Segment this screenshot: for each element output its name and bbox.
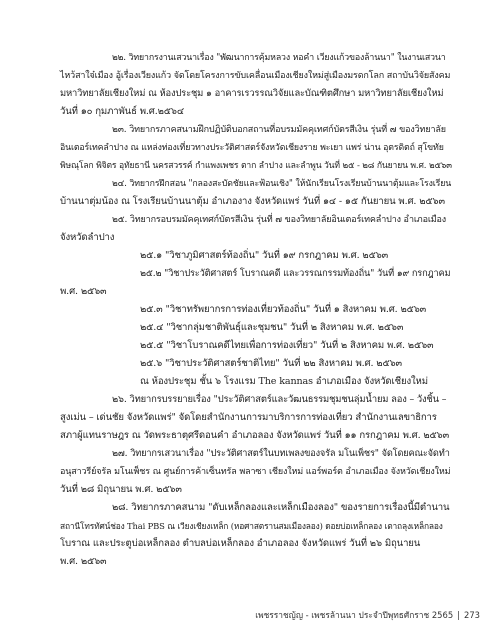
item-23-line-3: พิษณุโลก พิจิตร อุทัยธานี นครสวรรค์ กำแพงเพชร ตาก ลำปาง และลำพูน วันที่ ๒๕ - ๒๘ กันยายน พ.ศ. ๒๕๖๓ (60, 161, 452, 171)
item-28-line-4: พ.ศ. ๒๕๖๓ (60, 556, 107, 567)
item-22-line-3: มหาวิทยาลัยเชียงใหม่ ณ ห้องประชุม ๑ อาคารเรวรรณวิจัยและบัณฑิตศึกษา มหาวิทยาลัยเชียงใหม่ (60, 88, 444, 99)
sub-item-25-4: ๒๕.๔ "วิชากลุ่มชาติพันธุ์และชุมชน" วันที่ ๒ สิงหาคม พ.ศ. ๒๕๖๓ (140, 322, 404, 333)
sub-item-25-5: ๒๕.๕ "วิชาโบราณคดีไทยเพื่อการท่องเที่ยว" วันที่ ๒ สิงหาคม พ.ศ. ๒๕๖๓ (140, 340, 434, 351)
item-24-line-2: บ้านนาตุ่มน้อง ณ โรงเรียนบ้านนาตุ้ม อำเภองาง จังหวัดแพร่ วันที่ ๑๔ - ๑๕ กันยายน พ.ศ. ๒๕๖๓ (60, 196, 445, 207)
item-27-line-3: วันที่ ๒๘ มิถุนายน พ.ศ. ๒๕๖๓ (60, 484, 182, 495)
item-22-line-2: ไหว้สาใจ๋เมือง อู้เรื่องเวียงแก้ว จัดโดยโครงการขับเคลื่อนเมืองเชียงใหม่สู่เมืองมรดกโลก สถาบันวิจัยสังคม (60, 71, 451, 81)
item-22-line-1: ๒๒. วิทยากรงานเสวนาเรื่อง "พัฒนาการคุ้มหลวง หอคำ เวียงแก้วของล้านนา" ในงานเสวนา (112, 53, 446, 63)
item-24-line-1: ๒๔. วิทยากรฝึกสอน "กลองสะบัดชัยและฟ้อนเชิง" ให้นักเรียนโรงเรียนบ้านนาตุ้มและโรงเรียน (112, 179, 452, 189)
item-23-line-2: อินเตอร์เทคลำปาง ณ แหล่งท่องเที่ยวทางประวัติศาสตร์จังหวัดเชียงราย พะเยา แพร่ น่าน อุตรดิตถ์ สุโขทัย (60, 143, 444, 153)
page-number: 273 (464, 610, 480, 620)
item-23-line-1: ๒๓. วิทยากรภาคสนามฝึกปฏิบัติบอกสถานที่อบรมมัคคุเทศก์บัตรสีเงิน รุ่นที่ ๗ ของวิทยาลัย (112, 125, 446, 135)
item-27-line-1: ๒๗. วิทยากรเสวนาเรื่อง "ประวัติศาสตร์ในบทเพลงของจรัล มโนเพ็ชร" จัดโดยคณะจัดทำ (112, 448, 450, 459)
item-26-line-1: ๒๖. วิทยากรบรรยายเรื่อง "ประวัติศาสตร์และวัฒนธรรมชุมชนลุ่มน้ำยม ลอง – วังชิ้น – (112, 394, 447, 405)
sub-item-25-2: ๒๕.๒ "วิชาประวัติศาสตร์ โบราณคดี และวรรณกรรมท้องถิ่น" วันที่ ๑๙ กรกฎาคม (140, 268, 451, 279)
sub-item-25-6: ๒๕.๖ "วิชาประวัติศาสตร์ชาติไทย" วันที่ ๒๒ สิงหาคม พ.ศ. ๒๕๖๓ (140, 358, 402, 369)
sub-item-25-1: ๒๕.๑ "วิชาภูมิศาสตร์ท้องถิ่น" วันที่ ๑๙ กรกฎาคม พ.ศ. ๒๕๖๓ (140, 250, 389, 261)
sub-item-25-2-cont: พ.ศ. ๒๕๖๓ (60, 286, 107, 297)
item-26-line-2: สูงเม่น – เด่นชัย จังหวัดแพร่" จัดโดยสำนักงานการมาบริการการท่องเที่ยว สำนักงานเลขาธิการ (60, 412, 437, 423)
page-footer (0, 608, 494, 622)
sub-item-25-3: ๒๕.๓ "วิชาทรัพยากรการท่องเที่ยวท้องถิ่น" วันที่ ๑ สิงหาคม พ.ศ. ๒๕๖๓ (140, 304, 427, 315)
item-25-line-1: ๒๕. วิทยากรอบรมมัคคุเทศก์บัตรสีเงิน รุ่นที่ ๗ ของวิทยาลัยอินเตอร์เทคลำปาง อำเภอเมือง (112, 215, 447, 225)
item-27-line-2: อนุสาวรีย์จรัล มโนเพ็ชร ณ ศูนย์การค้าเซ็นทรัล พลาซา เชียงใหม่ แอร์พอร์ต อำเภอเมือง จังหวัดเชียงใหม่ (60, 467, 451, 477)
item-22-line-4: วันที่ ๑๐ กุมภาพันธ์ พ.ศ.๒๕๖๔ (60, 106, 184, 117)
footer-running-title: เพชรราชญ้ญ - เพชรล้านนา ประจำปีพุทธศักราช 2565 (255, 610, 454, 620)
sub-items-venue: ณ ห้องประชุม ชั้น ๖ โรงแรม The kannas อำเภอเมือง จังหวัดเชียงใหม่ (140, 376, 428, 387)
item-28-line-2: สถานีโทรทัศน์ช่อง Thai PBS ณ เวียงเชียงเหล็ก (หอศาสตรานสมเมืองลอง) ดอยบ่อเหล็กลอง เตาถลุงเหล็กลอง (60, 521, 443, 531)
item-28-line-3: โบราณ และประตูบ่อเหล็กลอง ตำบลบ่อเหล็กลอง อำเภอลอง จังหวัดแพร่ วันที่ ๒๖ มิถุนายน (60, 538, 421, 549)
item-28-line-1: ๒๘. วิทยากรภาคสนาม "ดับเหล็กลองและเหล็กเมืองลอง" ของรายการเรื่องนี้มีตำนาน (112, 502, 450, 513)
item-26-line-3: สภาผู้แทนราษฎร ณ วัดพระธาตุศรีดอนคำ อำเภอลอง จังหวัดแพร่ วันที่ ๑๑ กรกฎาคม พ.ศ. ๒๕๖๓ (60, 430, 450, 441)
footer-separator: | (457, 610, 460, 620)
item-25-line-2: จังหวัดลำปาง (60, 232, 115, 243)
